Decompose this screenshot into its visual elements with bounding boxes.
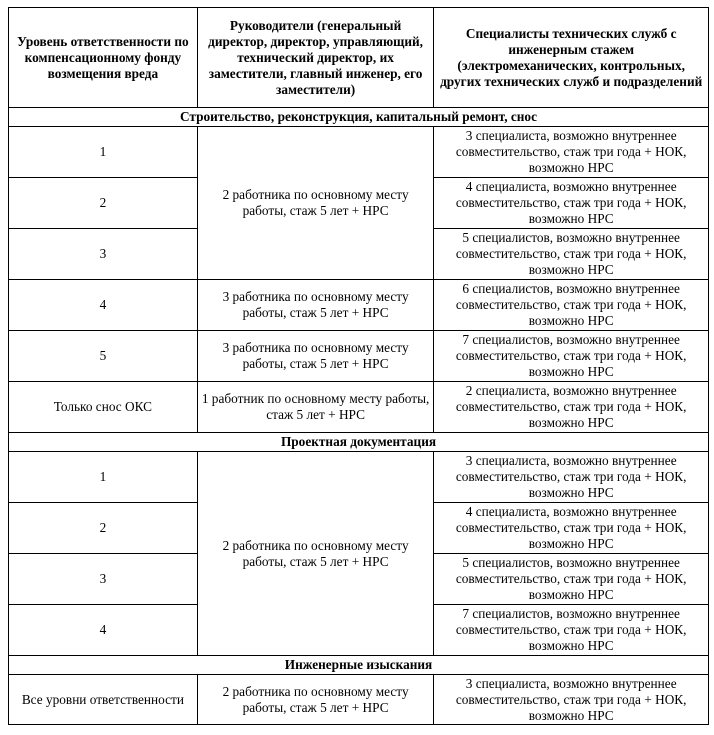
section-title: Инженерные изыскания — [9, 656, 709, 675]
level-cell: 5 — [9, 331, 198, 382]
header-managers: Руководители (генеральный директор, директор, управляющий, технический директор, их заместители, главный инженер, его заместители) — [197, 8, 434, 108]
level-cell: 3 — [9, 229, 198, 280]
level-cell: Только снос ОКС — [9, 382, 198, 433]
specialists-cell: 3 специалиста, возможно внутреннее совместительство, стаж три года + НОК, возможно НРС — [434, 127, 709, 178]
specialists-cell: 3 специалиста, возможно внутреннее совместительство, стаж три года + НОК, возможно НРС — [434, 452, 709, 503]
section-title: Проектная документация — [9, 433, 709, 452]
level-cell: 4 — [9, 280, 198, 331]
managers-cell: 1 работник по основному месту работы, стаж 5 лет + НРС — [197, 382, 434, 433]
table-row — [9, 675, 709, 725]
specialists-cell: 7 специалистов, возможно внутреннее совместительство, стаж три года + НОК, возможно НРС — [434, 331, 709, 382]
table-row — [9, 331, 709, 382]
level-cell: 1 — [9, 127, 198, 178]
specialists-cell: 4 специалиста, возможно внутреннее совместительство, стаж три года + НОК, возможно НРС — [434, 503, 709, 554]
requirements-table — [8, 7, 709, 725]
level-cell: Все уровни ответственности — [9, 675, 198, 725]
header-specialists: Специалисты технических служб с инженерным стажем (электромеханических, контрольных, других технических служб и подразделений — [434, 8, 709, 108]
managers-cell: 3 работника по основному месту работы, стаж 5 лет + НРС — [197, 280, 434, 331]
specialists-cell: 6 специалистов, возможно внутреннее совместительство, стаж три года + НОК, возможно НРС — [434, 280, 709, 331]
specialists-cell: 4 специалиста, возможно внутреннее совместительство, стаж три года + НОК, возможно НРС — [434, 178, 709, 229]
managers-cell: 2 работника по основному месту работы, стаж 5 лет + НРС — [197, 127, 434, 280]
specialists-cell: 3 специалиста, возможно внутреннее совместительство, стаж три года + НОК, возможно НРС — [434, 675, 709, 725]
table-row — [9, 280, 709, 331]
table-row — [9, 452, 709, 503]
specialists-cell: 5 специалистов, возможно внутреннее совместительство, стаж три года + НОК, возможно НРС — [434, 554, 709, 605]
specialists-cell: 7 специалистов, возможно внутреннее совместительство, стаж три года + НОК, возможно НРС — [434, 605, 709, 656]
managers-cell: 2 работника по основному месту работы, стаж 5 лет + НРС — [197, 452, 434, 656]
specialists-cell: 5 специалистов, возможно внутреннее совместительство, стаж три года + НОК, возможно НРС — [434, 229, 709, 280]
section-row — [9, 433, 709, 452]
section-row — [9, 108, 709, 127]
table-row — [9, 127, 709, 178]
header-level: Уровень ответственности по компенсационному фонду возмещения вреда — [9, 8, 198, 108]
level-cell: 3 — [9, 554, 198, 605]
table-row — [9, 382, 709, 433]
specialists-cell: 2 специалиста, возможно внутреннее совместительство, стаж три года + НОК, возможно НРС — [434, 382, 709, 433]
managers-cell: 3 работника по основному месту работы, стаж 5 лет + НРС — [197, 331, 434, 382]
level-cell: 2 — [9, 178, 198, 229]
section-title: Строительство, реконструкция, капитальный ремонт, снос — [9, 108, 709, 127]
level-cell: 1 — [9, 452, 198, 503]
section-row — [9, 656, 709, 675]
managers-cell: 2 работника по основному месту работы, стаж 5 лет + НРС — [197, 675, 434, 725]
level-cell: 4 — [9, 605, 198, 656]
header-row — [9, 8, 709, 108]
level-cell: 2 — [9, 503, 198, 554]
